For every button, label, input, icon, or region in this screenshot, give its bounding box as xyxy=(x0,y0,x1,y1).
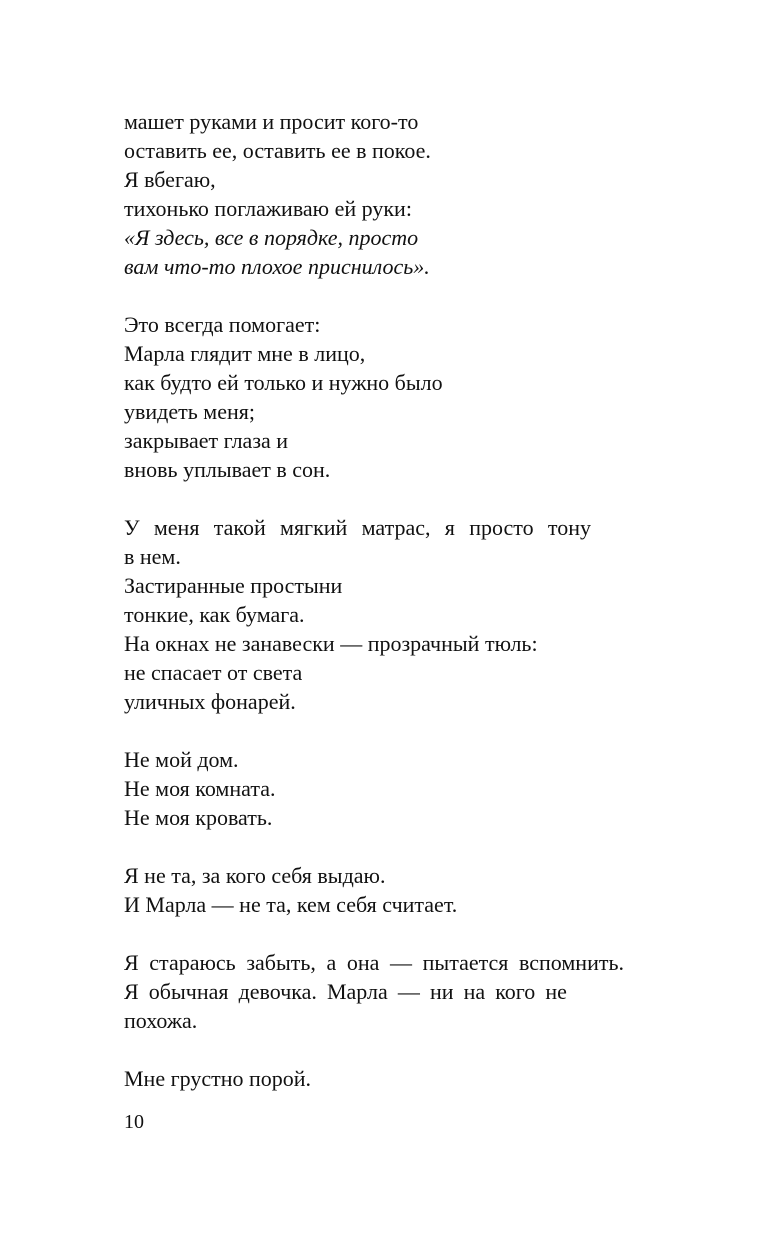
word: забыть, xyxy=(246,950,316,975)
page-body xyxy=(124,107,644,1093)
word: а xyxy=(326,950,337,975)
text-line: Я вбегаю, xyxy=(124,167,216,192)
stanza xyxy=(124,513,644,716)
word: — xyxy=(390,950,413,975)
word: такой xyxy=(213,515,266,540)
text-line: Не моя кровать. xyxy=(124,805,273,830)
word: — xyxy=(397,979,420,1004)
word: просто xyxy=(469,515,534,540)
stanza xyxy=(124,310,644,484)
word: тону xyxy=(547,515,591,540)
word: она xyxy=(346,950,380,975)
text-line xyxy=(124,948,624,977)
stanza xyxy=(124,107,644,281)
word: не xyxy=(545,979,567,1004)
word: Я xyxy=(124,979,139,1004)
word: вспомнить. xyxy=(519,950,624,975)
text-line: На окнах не занавески — прозрачный тюль: xyxy=(124,631,538,656)
page-number: 10 xyxy=(124,1111,144,1133)
text-line: Марла глядит мне в лицо, xyxy=(124,341,366,366)
word: Марла xyxy=(326,979,388,1004)
stanza xyxy=(124,948,644,1035)
text-line: машет руками и просит кого-то xyxy=(124,109,419,134)
text-line: Не мой дом. xyxy=(124,747,239,772)
stanza-gap xyxy=(124,281,644,310)
stanza xyxy=(124,861,644,919)
text-line: И Марла — не та, кем себя считает. xyxy=(124,892,458,917)
text-line: Застиранные простыни xyxy=(124,573,343,598)
text-line: уличных фонарей. xyxy=(124,689,296,714)
stanza xyxy=(124,1064,644,1093)
word: матрас, xyxy=(361,515,431,540)
text-line: как будто ей только и нужно было xyxy=(124,370,443,395)
text-line: в нем. xyxy=(124,544,181,569)
text-line: увидеть меня; xyxy=(124,399,255,424)
stanza xyxy=(124,745,644,832)
word: обычная xyxy=(148,979,229,1004)
stanza-gap xyxy=(124,919,644,948)
word: на xyxy=(463,979,486,1004)
word: я xyxy=(444,515,455,540)
stanza-gap xyxy=(124,716,644,745)
stanza-gap xyxy=(124,1035,644,1064)
word: мягкий xyxy=(280,515,348,540)
text-line: тонкие, как бумага. xyxy=(124,602,305,627)
text-line xyxy=(124,977,567,1006)
text-line xyxy=(124,513,591,542)
text-line: тихонько поглаживаю ей руки: xyxy=(124,196,412,221)
text-line: похожа. xyxy=(124,1008,198,1033)
word: Я xyxy=(124,950,139,975)
word: ни xyxy=(429,979,454,1004)
word: пытается xyxy=(422,950,509,975)
text-line: «Я здесь, все в порядке, просто xyxy=(124,225,419,250)
text-line: вновь уплывает в сон. xyxy=(124,457,331,482)
text-line: Мне грустно порой. xyxy=(124,1066,312,1091)
word: кого xyxy=(495,979,536,1004)
word: меня xyxy=(153,515,200,540)
stanza-gap xyxy=(124,484,644,513)
stanza-gap xyxy=(124,832,644,861)
word: стараюсь xyxy=(149,950,236,975)
text-line: оставить ее, оставить ее в покое. xyxy=(124,138,431,163)
text-line: вам что-то плохое приснилось». xyxy=(124,254,430,279)
text-line: Это всегда помогает: xyxy=(124,312,321,337)
word: У xyxy=(124,515,140,540)
text-line: закрывает глаза и xyxy=(124,428,289,453)
text-line: не спасает от света xyxy=(124,660,303,685)
text-line: Не моя комната. xyxy=(124,776,276,801)
text-line: Я не та, за кого себя выдаю. xyxy=(124,863,386,888)
word: девочка. xyxy=(238,979,317,1004)
